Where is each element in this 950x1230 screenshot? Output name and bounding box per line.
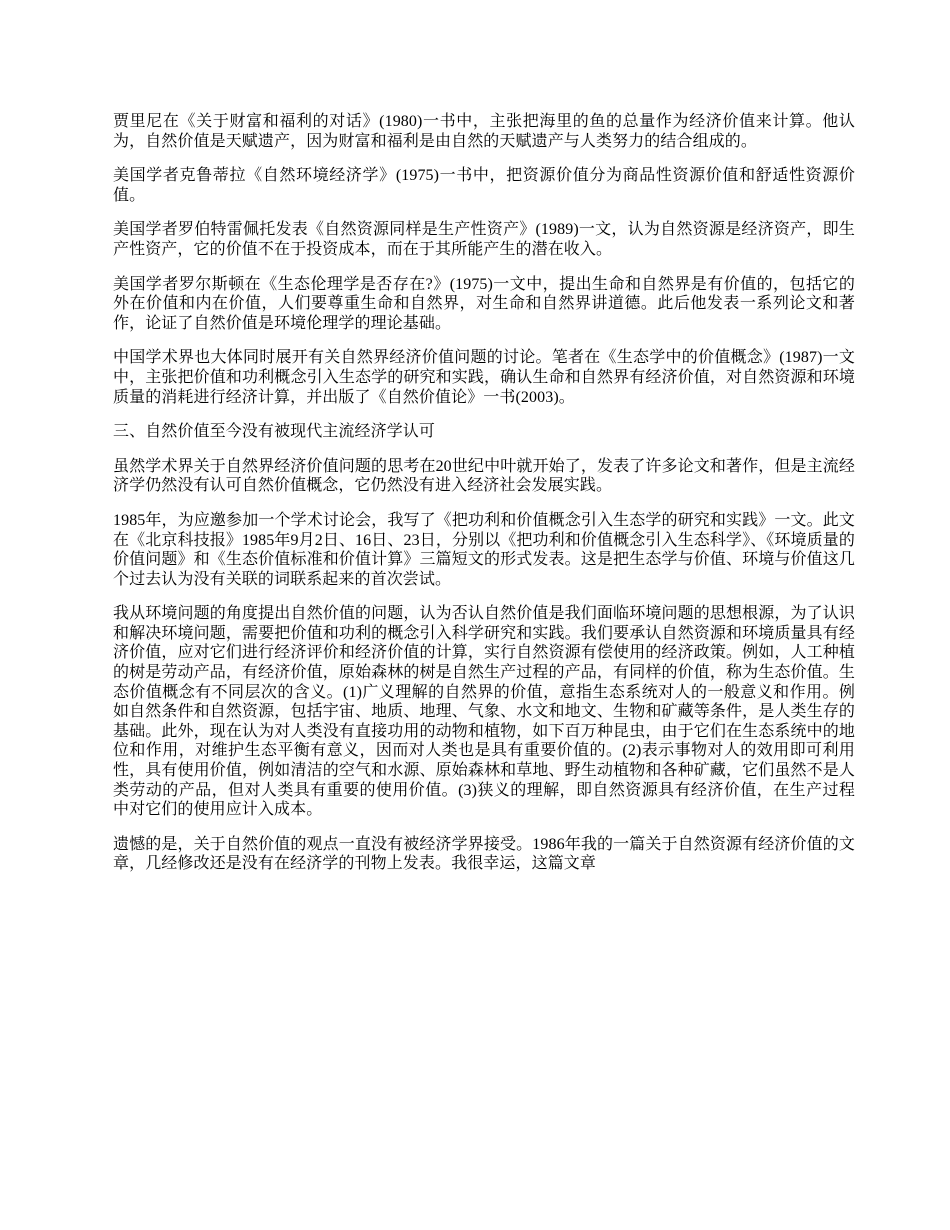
paragraph-natural-value-theory: 我从环境问题的角度提出自然价值的问题，认为否认自然价值是我们面临环境问题的思想根源，为了认识和解决环境问题，需要把价值和功利的概念引入科学研究和实践。我们要承认自然资源和环境质量具有经济价值，应对它们进行经济评价和经济价值的计算，实行自然资源有偿使用的经济政策。例如，人工种植的树是劳动产品，有经济价值，原始森林的树是自然生产过程的产品，有同样的价值，称为生态价值。生态价值概念有不同层次的含义。(1)广义理解的自然界的价值，意指生态系统对人的一般意义和作用。例如自然条件和自然资源，包括宇宙、地质、地理、气象、水文和地文、生物和矿藏等条件，是人类生存的基础。此外，现在认为对人类没有直接功用的动物和植物，如下百万种昆虫，由于它们在生态系统中的地位和作用，对维护生态平衡有意义，因而对人类也是具有重要价值的。(2)表示事物对人的效用即可利用性，具有使用价值，例如清洁的空气和水源、原始森林和草地、野生动植物和各种矿藏，它们虽然不是人类劳动的产品，但对人类具有重要的使用价值。(3)狭义的理解，即自然资源具有经济价值，在生产过程中对它们的使用应计入成本。 — [113, 605, 855, 819]
paragraph-regret: 遗憾的是，关于自然价值的观点一直没有被经济学界接受。1986年我的一篇关于自然资源有经济价值的文章，几经修改还是没有在经济学的刊物上发表。我很幸运，这篇文章 — [113, 835, 855, 873]
paragraph-china-discussion: 中国学术界也大体同时展开有关自然界经济价值问题的讨论。笔者在《生态学中的价值概念》(1987)一文中，主张把价值和功利概念引入生态学的研究和实践，确认生命和自然界有经济价值，对自然资源和环境质量的消耗进行经济计算，并出版了《自然价值论》一书(2003)。 — [113, 349, 855, 406]
paragraph-jiarini: 贾里尼在《关于财富和福利的对话》(1980)一书中，主张把海里的鱼的总量作为经济价值来计算。他认为，自然价值是天赋遗产，因为财富和福利是由自然的天赋遗产与人类努力的结合组成的。 — [113, 113, 855, 150]
section-heading-3: 三、自然价值至今没有被现代主流经济学认可 — [113, 423, 436, 441]
paragraph-mainstream: 虽然学术界关于自然界经济价值问题的思考在20世纪中叶就开始了，发表了许多论文和著作，但是主流经济学仍然没有认可自然价值概念，它仍然没有进入经济社会发展实践。 — [113, 457, 855, 495]
document-body — [113, 112, 855, 889]
paragraph-1985: 1985年，为应邀参加一个学术讨论会，我写了《把功利和价值概念引入生态学的研究和实践》一文。此文在《北京科技报》1985年9月2日、16日、23日，分别以《把功利和价值概念引入生态科学》、《环境质量的价值问题》和《生态价值标准和价值计算》三篇短文的形式发表。这是把生态学与价值、环境与价值这几个过去认为没有关联的词联系起来的首次尝试。 — [113, 511, 855, 588]
paragraph-rolston: 美国学者罗尔斯顿在《生态伦理学是否存在?》(1975)一文中，提出生命和自然界是有价值的，包括它的外在价值和内在价值，人们要尊重生命和自然界，对生命和自然界讲道德。此后他发表一系列论文和著作，论证了自然价值是环境伦理学的理论基础。 — [113, 275, 855, 332]
paragraph-krutilla: 美国学者克鲁蒂拉《自然环境经济学》(1975)一书中，把资源价值分为商品性资源价值和舒适性资源价值。 — [113, 167, 855, 204]
paragraph-repetto: 美国学者罗伯特雷佩托发表《自然资源同样是生产性资产》(1989)一文，认为自然资源是经济资产，即生产性资产，它的价值不在于投资成本，而在于其所能产生的潜在收入。 — [113, 221, 855, 258]
